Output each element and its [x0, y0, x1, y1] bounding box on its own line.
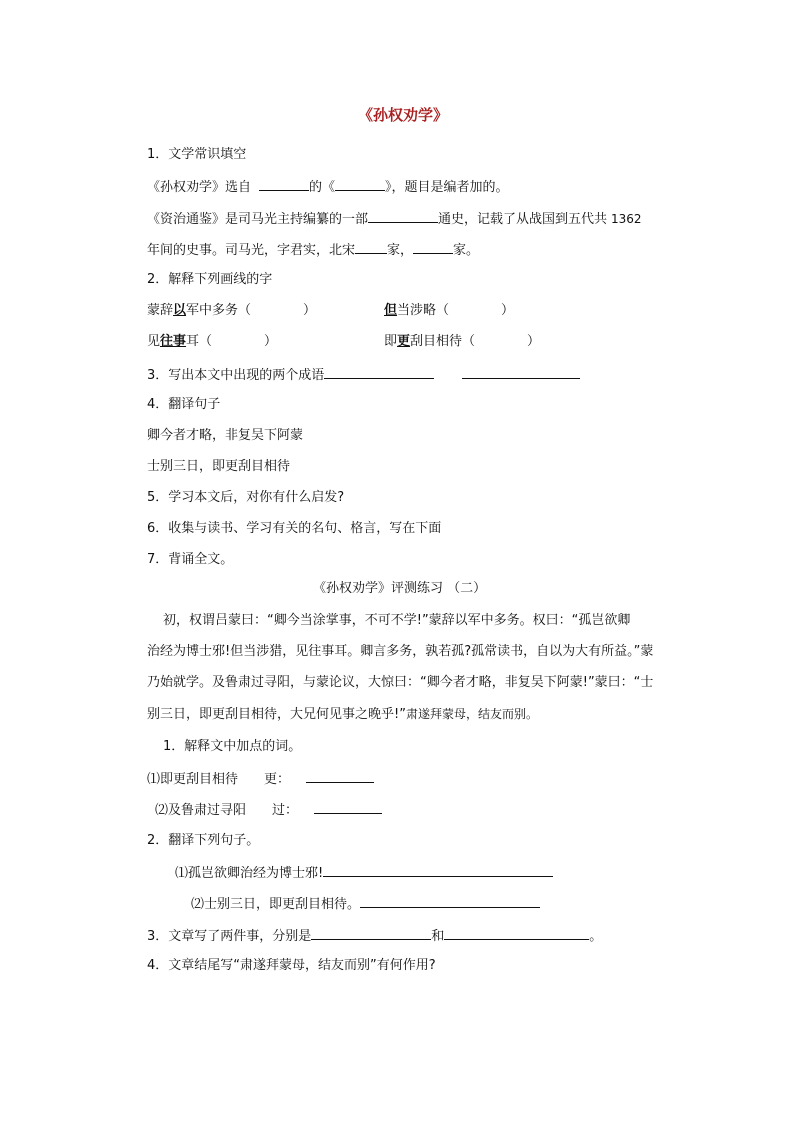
q1-heading: 1．文学常识填空 — [147, 147, 247, 162]
passage-line-4-b: 肃遂拜蒙母，结友而别。 — [405, 707, 538, 721]
passage-line-4-a: 别三日，即更刮目相待，大兄何见事之晚乎!” — [147, 707, 406, 722]
q2-item-c-pre: 见 — [147, 334, 161, 349]
q1-line2 — [147, 209, 642, 229]
q2-item-b-underlined: 但 — [384, 303, 398, 318]
page-title: 《孙权劝学》 — [358, 106, 449, 124]
q2-item-b-post: 当涉略（ ） — [397, 303, 515, 318]
q5-text: 5．学习本文后，对你有什么启发? — [147, 490, 345, 505]
q4-sentence-1: 卿今者才略，非复吴下阿蒙 — [147, 428, 304, 443]
q3-text: 3．写出本文中出现的两个成语 — [147, 368, 325, 383]
section-heading: 《孙权劝学》评测练习 （二） — [313, 581, 487, 596]
q2-item-d-underlined: 更 — [397, 334, 411, 349]
q2-item-b — [384, 302, 514, 320]
passage-line-2: 治经为博士邪!但当涉猎，见往事耳。卿言多务，孰若孤?孤常读书，自以为大有所益。”蒙 — [147, 644, 654, 659]
p2-q2-item-a — [175, 863, 553, 883]
q1-line2-text-a: 《资治通鉴》是司马光主持编纂的一部 — [147, 212, 369, 227]
answer-blank[interactable] — [259, 177, 309, 191]
q3-line — [147, 365, 580, 385]
p2-q2-item-b-text: ⑵士别三日，即更刮目相待。 — [191, 897, 361, 912]
passage-line-1: 初，权谓吕蒙曰：“卿今当涂掌事，不可不学!”蒙辞以军中多务。权曰：“孤岂欲卿 — [163, 613, 631, 628]
answer-blank[interactable] — [335, 177, 385, 191]
q6-text: 6．收集与读书、学习有关的名句、格言，写在下面 — [147, 521, 442, 536]
q1-line3-text-a: 年间的史事。司马光，字君实，北宋 — [147, 243, 356, 258]
q2-item-d — [384, 333, 540, 351]
p2-q1-heading: 1．解释文中加点的词。 — [163, 739, 302, 754]
q2-item-a-pre: 蒙辞 — [147, 303, 174, 318]
p2-q3-line — [147, 926, 602, 946]
q2-item-c-underlined: 往事 — [160, 334, 187, 349]
answer-blank[interactable] — [355, 240, 387, 254]
q2-item-a-post: 军中多务（ ） — [186, 303, 317, 318]
p2-q4-text: 4．文章结尾写“肃遂拜蒙母，结友而别”有何作用? — [147, 958, 436, 973]
q2-item-c — [147, 333, 277, 351]
passage-line-3: 乃始就学。及鲁肃过寻阳，与蒙论议，大惊曰：“卿今者才略，非复吴下阿蒙!”蒙曰：“士 — [147, 675, 654, 690]
passage-line-4 — [147, 705, 538, 724]
p2-q2-heading: 2．翻译下列句子。 — [147, 833, 260, 848]
q2-item-d-post: 刮目相待（ ） — [410, 334, 541, 349]
p2-q1-item-a — [147, 769, 374, 789]
q4-sentence-2: 士别三日，即更刮目相待 — [147, 459, 291, 474]
p2-q1-item-a-text: ⑴即更刮目相待 更： — [147, 772, 291, 787]
q1-line1-text-a: 《孙权劝学》选自 — [147, 180, 252, 195]
answer-blank[interactable] — [368, 209, 438, 223]
p2-q3-text-c: 。 — [589, 929, 603, 944]
q2-item-d-pre: 即 — [384, 334, 398, 349]
answer-blank[interactable] — [323, 863, 553, 877]
p2-q2-item-b — [191, 894, 540, 914]
p2-q1-item-b — [155, 800, 382, 820]
q2-item-a — [147, 302, 316, 320]
p2-q3-text-a: 3．文章写了两件事，分别是 — [147, 929, 312, 944]
answer-blank[interactable] — [462, 365, 580, 379]
q7-text: 7．背诵全文。 — [147, 552, 234, 567]
answer-blank[interactable] — [306, 769, 374, 783]
q4-heading: 4．翻译句子 — [147, 397, 221, 412]
q1-line2-text-b: 通史，记载了从战国到五代共 — [438, 212, 608, 227]
answer-blank[interactable] — [444, 926, 589, 940]
q1-line2-year: 1362 — [611, 212, 642, 226]
q1-line3 — [147, 240, 479, 260]
q1-line3-text-b: 家， — [387, 243, 414, 258]
q2-item-a-underlined: 以 — [173, 303, 187, 318]
p2-q3-text-b: 和 — [431, 929, 445, 944]
q2-item-c-post: 耳（ ） — [186, 334, 278, 349]
q1-line3-text-c: 家。 — [453, 243, 480, 258]
p2-q2-item-a-text: ⑴孤岂欲卿治经为博士邪! — [175, 866, 324, 881]
answer-blank[interactable] — [314, 800, 382, 814]
answer-blank[interactable] — [324, 365, 434, 379]
q1-line1-text-c: 》，题目是编者加的。 — [385, 180, 509, 195]
answer-blank[interactable] — [311, 926, 431, 940]
answer-blank[interactable] — [413, 240, 453, 254]
answer-blank[interactable] — [360, 894, 540, 908]
q1-line1-text-b: 的《 — [309, 180, 336, 195]
q1-line1 — [147, 177, 509, 197]
q2-heading: 2．解释下列画线的字 — [147, 272, 273, 287]
p2-q1-item-b-text: ⑵及鲁肃过寻阳 过： — [155, 803, 299, 818]
